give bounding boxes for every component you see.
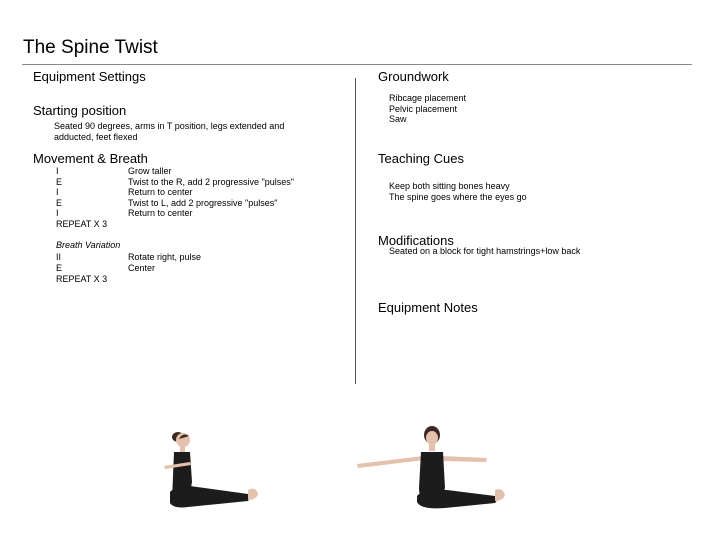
feet <box>248 489 258 500</box>
movement-action: Grow taller <box>128 166 172 176</box>
groundwork-item: Saw <box>389 114 407 124</box>
title-divider <box>22 64 692 65</box>
equipment-settings-heading: Equipment Settings <box>33 69 146 84</box>
groundwork-heading: Groundwork <box>378 69 449 84</box>
teaching-cues-heading: Teaching Cues <box>378 151 464 166</box>
teaching-cue-item: The spine goes where the eyes go <box>389 192 527 202</box>
movement-breath: I <box>56 166 59 176</box>
feet <box>495 489 505 501</box>
groundwork-item: Pelvic placement <box>389 104 458 114</box>
movement-breath: E <box>56 177 63 187</box>
starting-position-heading: Starting position <box>33 103 127 118</box>
variation-repeat: REPEAT X 3 <box>56 274 108 284</box>
movement-repeat: REPEAT X 3 <box>56 219 108 229</box>
variation-breath: E <box>56 263 63 273</box>
movement-action: Twist to L, add 2 progressive "pulses" <box>128 198 278 208</box>
starting-position-line-2: adducted, feet flexed <box>54 132 138 142</box>
column-divider <box>355 78 356 384</box>
equipment-notes-heading: Equipment Notes <box>378 300 478 315</box>
movement-breath: E <box>56 198 63 208</box>
movement-breath-heading: Movement & Breath <box>33 151 148 166</box>
variation-action: Center <box>128 263 156 273</box>
variation-action: Rotate right, pulse <box>128 252 202 262</box>
movement-breath: I <box>56 187 59 197</box>
breath-variation-heading: Breath Variation <box>56 240 121 250</box>
legs <box>170 486 250 508</box>
left-arm <box>357 456 424 468</box>
modification-item: Seated on a block for tight hamstrings+low back <box>389 246 581 256</box>
movement-breath: I <box>56 208 59 218</box>
seated-figure-side-photo <box>150 420 280 520</box>
movement-table <box>56 166 336 236</box>
legs <box>417 490 497 509</box>
starting-position-line-1: Seated 90 degrees, arms in T position, legs extended and <box>54 121 285 131</box>
page-title: The Spine Twist <box>23 37 158 58</box>
figure-front <box>357 426 505 508</box>
seated-figure-front-photo <box>355 422 515 522</box>
groundwork-item: Ribcage placement <box>389 93 467 103</box>
movement-action: Return to center <box>128 187 193 197</box>
head <box>426 431 438 445</box>
right-arm <box>440 456 487 462</box>
variation-breath: II <box>56 252 62 262</box>
movement-action: Return to center <box>128 208 193 218</box>
movement-action: Twist to the R, add 2 progressive "pulses" <box>128 177 294 187</box>
figure-side <box>164 432 258 508</box>
breath-variation-table <box>56 252 336 288</box>
teaching-cue-item: Keep both sitting bones heavy <box>389 181 510 191</box>
modifications-heading: Modifications <box>378 233 454 248</box>
